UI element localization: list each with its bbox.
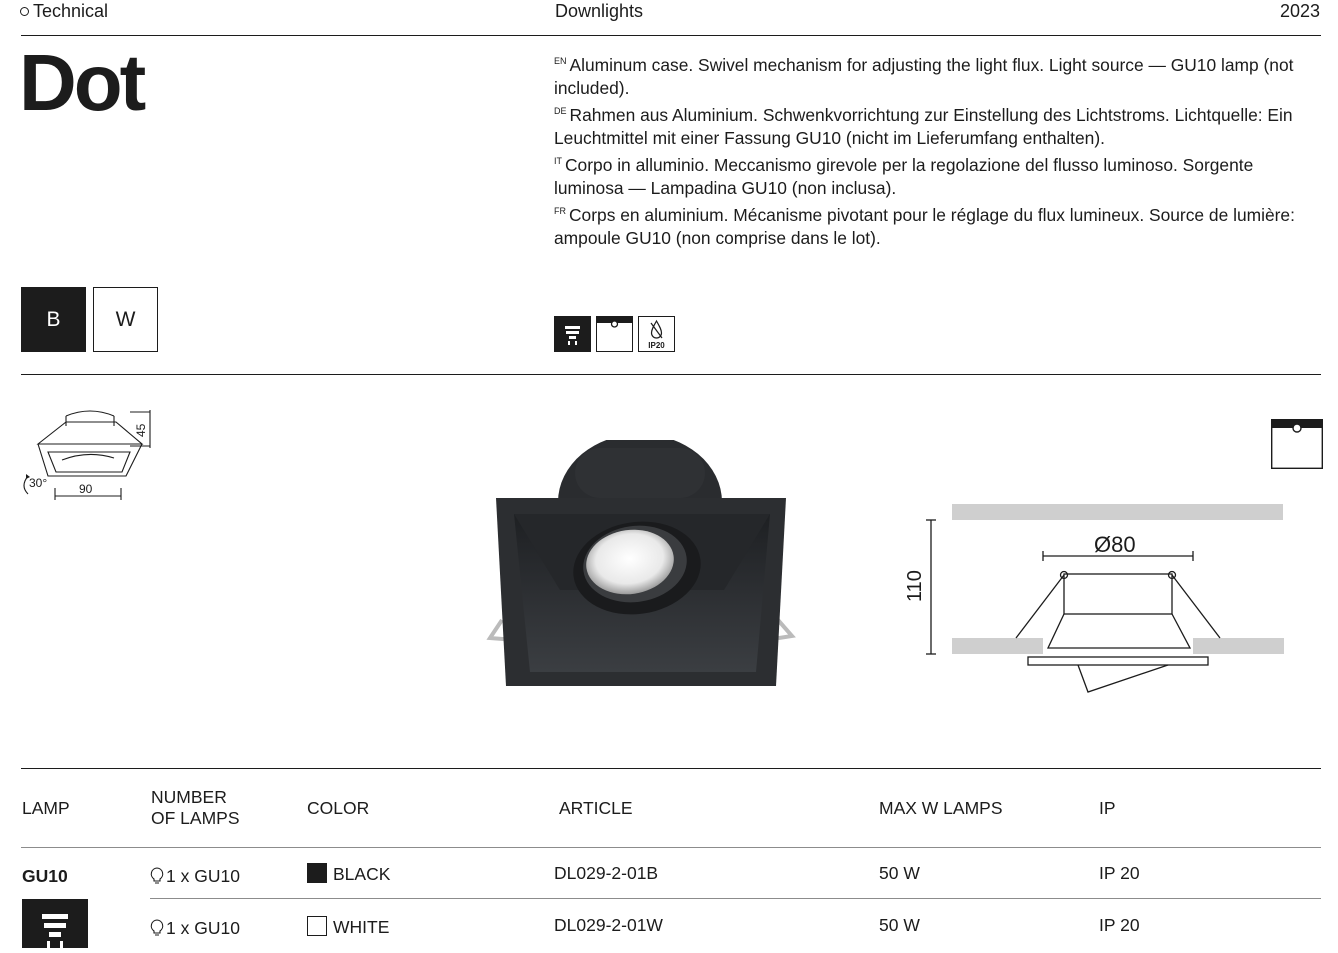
table-row-2-lamps: 1 x GU10 xyxy=(150,918,240,939)
col-header-ip: IP xyxy=(1099,798,1116,818)
height-dimension: 45 xyxy=(134,423,148,437)
lamp-type: GU10 xyxy=(22,866,68,886)
bulb-icon xyxy=(150,867,164,885)
table-row-1-max-w: 50 W xyxy=(879,863,920,883)
product-description xyxy=(554,50,1324,250)
section-label: Technical xyxy=(33,1,109,21)
install-height: 110 xyxy=(904,570,926,602)
swatch-white: W xyxy=(93,287,158,352)
table-row-2-article: DL029-2-01W xyxy=(554,915,663,935)
table-row-1-article: DL029-2-01B xyxy=(554,863,659,883)
lamp-socket-icon xyxy=(554,316,591,352)
circle-bullet-icon xyxy=(20,7,29,16)
recessed-mount-icon xyxy=(596,316,633,352)
recessed-mount-icon-large xyxy=(1271,419,1323,469)
table-header-divider xyxy=(21,847,1321,848)
product-title: Dot xyxy=(19,38,144,127)
table-top-divider xyxy=(21,768,1321,769)
ip-rating-label: IP20 xyxy=(648,341,665,350)
color-swatch-black xyxy=(307,863,327,883)
col-header-article: ARTICLE xyxy=(559,798,633,818)
table-row-1-color: BLACK xyxy=(307,863,390,885)
ip-rating-icon xyxy=(638,316,675,352)
cutout-diameter: Ø80 xyxy=(1094,532,1136,557)
tilt-angle: 30° xyxy=(29,476,48,490)
table-row-1-lamps: 1 x GU10 xyxy=(150,866,240,887)
col-header-number: NUMBER OF LAMPS xyxy=(151,787,240,828)
header-divider xyxy=(21,35,1321,36)
description-fr: $^{FR}$ Corps en aluminium. Mécanisme pivotant pour le réglage du flux lumineux. Source de lumière: ampoule GU10 (non comprise dans le lot). xyxy=(554,205,1295,248)
description-en: $^{EN}$ Aluminum case. Swivel mechanism for adjusting the light flux. Light source — GU10 lamp (not included). xyxy=(554,55,1294,98)
table-row-2-max-w: 50 W xyxy=(879,915,920,935)
col-header-lamp: LAMP xyxy=(22,798,70,818)
description-it: $^{IT}$ Corpo in alluminio. Meccanismo girevole per la regolazione del flusso luminoso. Sorgente luminosa — Lampadina GU10 (non inclusa). xyxy=(554,155,1254,198)
table-row-divider xyxy=(150,898,1321,899)
swatch-black: B xyxy=(21,287,86,352)
section-divider xyxy=(21,374,1321,375)
description-de: $^{DE}$ Rahmen aus Aluminium. Schwenkvorrichtung zur Einstellung des Lichtstroms. Lichtquelle: Ein Leuchtmittel mit einer Fassung GU10 (nicht im Lieferumfang enthalten). xyxy=(554,105,1293,148)
header-section xyxy=(20,1,108,21)
table-row-2-ip: IP 20 xyxy=(1099,915,1140,935)
col-header-max-w: MAX W LAMPS xyxy=(879,798,1003,818)
color-swatch-white xyxy=(307,916,327,936)
bulb-icon xyxy=(150,919,164,937)
installation-drawing xyxy=(900,498,1300,708)
table-row-1-ip: IP 20 xyxy=(1099,863,1140,883)
width-dimension: 90 xyxy=(79,482,93,496)
table-row-2-color: WHITE xyxy=(307,916,389,938)
category-label: Downlights xyxy=(555,1,644,21)
lamp-socket-badge xyxy=(22,899,88,948)
product-image xyxy=(480,440,800,700)
year-label: 2023 xyxy=(1279,1,1320,21)
col-header-color: COLOR xyxy=(307,798,370,818)
